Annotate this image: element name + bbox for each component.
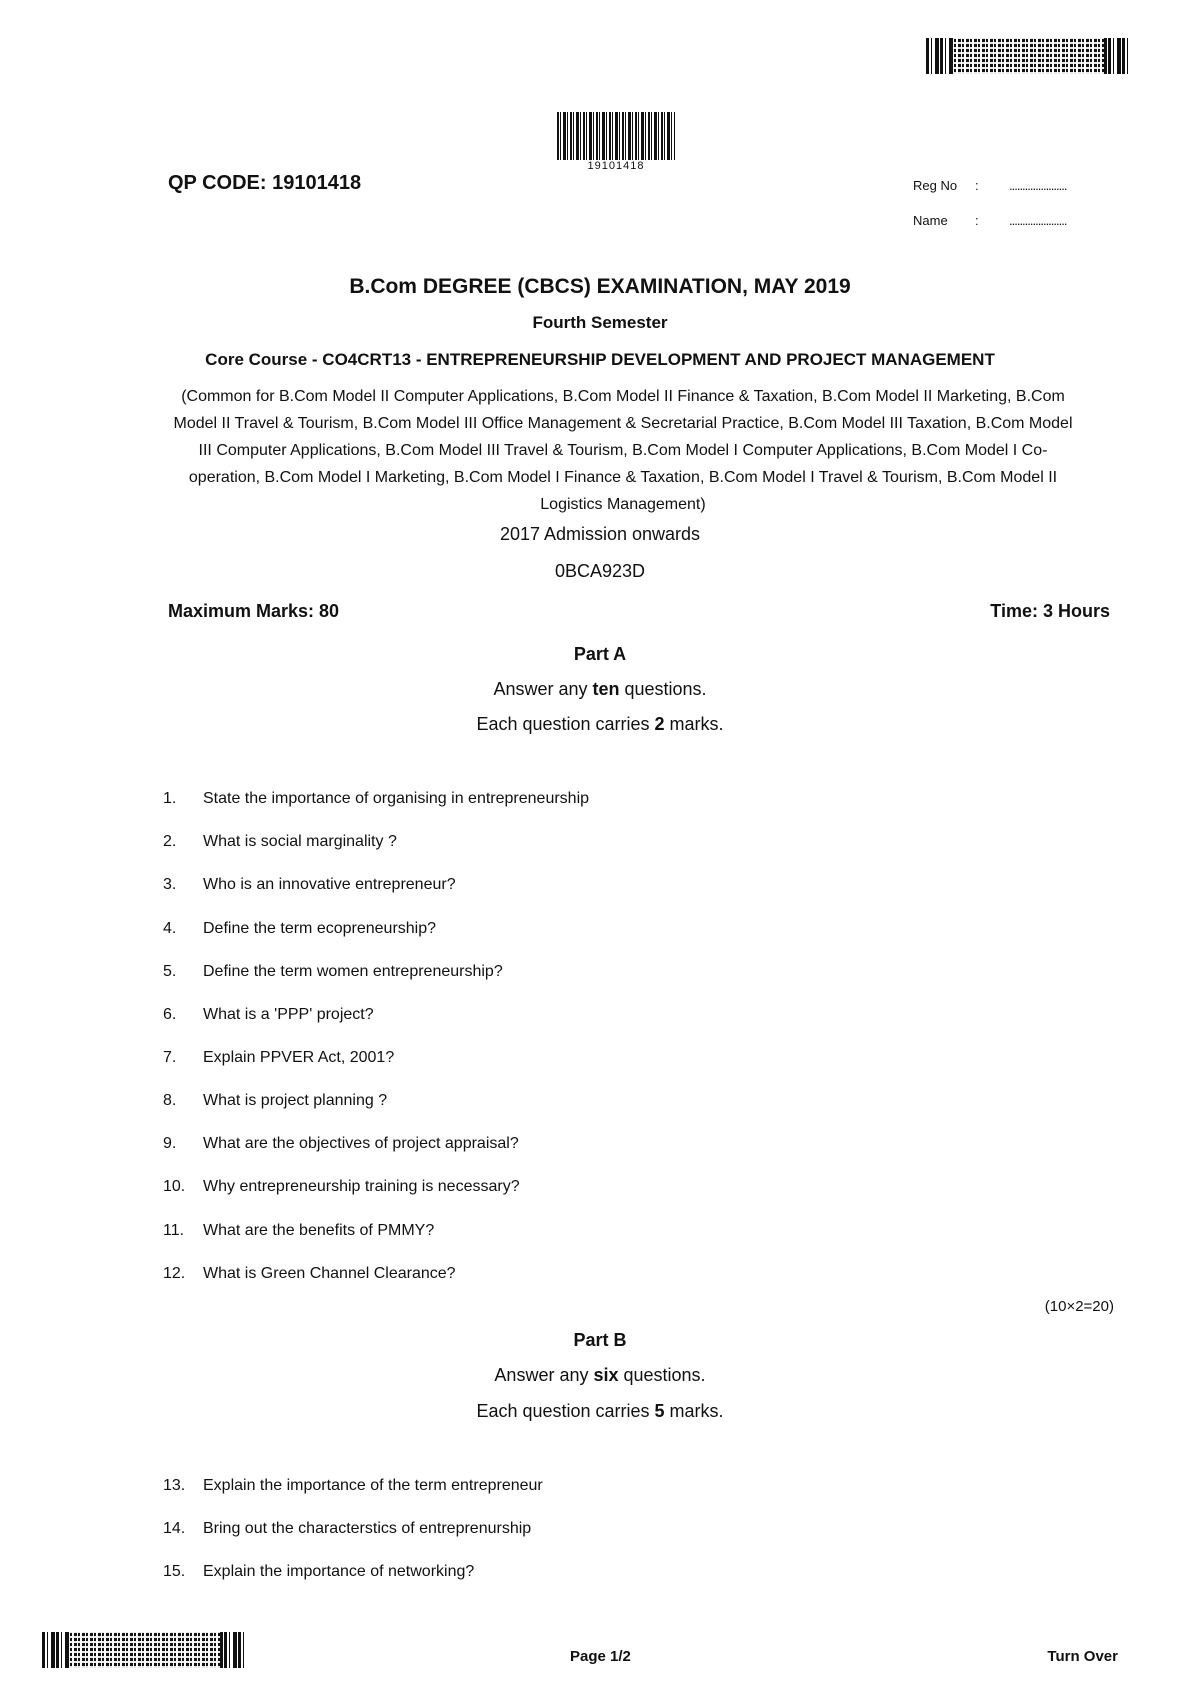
bottom-left-barcode <box>42 1632 246 1668</box>
common-line: Logistics Management) <box>540 496 706 513</box>
semester: Fourth Semester <box>532 313 668 332</box>
question-number: 11. <box>163 1222 185 1239</box>
common-line: Model II Travel & Tourism, B.Com Model III Office Management & Secretarial Practice, B.Com Model III Taxation, B.Com Model <box>173 415 1073 432</box>
question-text: What is a 'PPP' project? <box>203 1006 374 1023</box>
exam-title: B.Com DEGREE (CBCS) EXAMINATION, MAY 2019 <box>349 275 851 298</box>
question-item <box>163 876 1123 894</box>
barcode-number: 19101418 <box>587 160 645 172</box>
question-number: 3. <box>163 876 177 893</box>
question-number: 12. <box>163 1265 186 1282</box>
part-b-instr2-pre: Each question carries <box>476 1401 655 1421</box>
question-item <box>163 790 1123 808</box>
part-a-instr2-pre: Each question carries <box>476 714 655 734</box>
part-b-instruction-2 <box>0 1401 1200 1422</box>
question-item <box>163 1049 1123 1067</box>
paper-code: 0BCA923D <box>554 561 646 581</box>
question-text: Bring out the characterstics of entreprenurship <box>203 1520 532 1537</box>
question-item <box>163 963 1123 981</box>
max-marks: Maximum Marks: 80 <box>168 601 340 621</box>
question-text: Define the term women entrepreneurship? <box>203 963 503 980</box>
question-text: Explain the importance of networking? <box>203 1563 475 1580</box>
question-number: 7. <box>163 1049 177 1066</box>
question-number: 4. <box>163 920 177 937</box>
top-right-barcode <box>926 38 1130 74</box>
part-b-instr1-bold: six <box>593 1365 619 1385</box>
question-item <box>163 833 1123 851</box>
question-text: What is Green Channel Clearance? <box>203 1265 456 1282</box>
question-number: 15. <box>163 1563 186 1580</box>
time: Time: 3 Hours <box>990 601 1110 621</box>
common-line: III Computer Applications, B.Com Model III Travel & Tourism, B.Com Model I Computer Applications, B.Com Model I Co- <box>198 442 1048 459</box>
question-item <box>163 1092 1123 1110</box>
question-number: 2. <box>163 833 177 850</box>
part-a-instr1-pre: Answer any <box>493 679 593 699</box>
question-text: What are the benefits of PMMY? <box>203 1222 435 1239</box>
part-b-instr2-post: marks. <box>664 1401 724 1421</box>
question-item <box>163 1222 1123 1240</box>
part-a-title: Part A <box>573 644 627 664</box>
name-row <box>913 213 1113 228</box>
question-number: 13. <box>163 1477 186 1494</box>
question-number: 6. <box>163 1006 177 1023</box>
name-dots: ...................... <box>1009 213 1067 228</box>
question-number: 10. <box>163 1178 186 1195</box>
question-item <box>163 1520 1123 1538</box>
question-item <box>163 920 1123 938</box>
reg-no-row <box>913 178 1113 193</box>
common-line: (Common for B.Com Model II Computer Applications, B.Com Model II Finance & Taxation, B.Com Model II Marketing, B.Com <box>181 388 1065 405</box>
question-text: Explain the importance of the term entrepreneur <box>203 1477 543 1494</box>
part-a-instr1-bold: ten <box>592 679 620 699</box>
part-b-instr2-bold: 5 <box>654 1401 665 1421</box>
question-text: What is social marginality ? <box>203 833 397 850</box>
question-text: What are the objectives of project appraisal? <box>203 1135 519 1152</box>
part-a-instruction-2 <box>0 714 1200 735</box>
question-text: State the importance of organising in entrepreneurship <box>203 790 590 807</box>
common-for-text <box>132 383 1114 518</box>
part-a-instr1-post: questions. <box>619 679 707 699</box>
part-a-instr2-bold: 2 <box>654 714 665 734</box>
question-text: Why entrepreneurship training is necessary? <box>203 1178 520 1195</box>
question-text: Define the term ecopreneurship? <box>203 920 437 937</box>
course-title: Core Course - CO4CRT13 - ENTREPRENEURSHIP DEVELOPMENT AND PROJECT MANAGEMENT <box>205 350 995 369</box>
reg-no-colon: : <box>975 178 979 193</box>
part-b-instr1-post: questions. <box>618 1365 706 1385</box>
question-text: What is project planning ? <box>203 1092 388 1109</box>
question-item <box>163 1265 1123 1283</box>
part-a-instr2-post: marks. <box>664 714 724 734</box>
reg-no-label: Reg No <box>913 178 958 193</box>
reg-no-dots: ...................... <box>1009 178 1067 193</box>
question-text: Who is an innovative entrepreneur? <box>203 876 456 893</box>
question-number: 14. <box>163 1520 186 1537</box>
part-b-title: Part B <box>573 1330 627 1350</box>
center-barcode <box>557 112 675 160</box>
part-a-marks: (10×2=20) <box>1044 1298 1114 1315</box>
part-b-instr1-pre: Answer any <box>494 1365 594 1385</box>
common-line: operation, B.Com Model I Marketing, B.Com Model I Finance & Taxation, B.Com Model I Travel & Tourism, B.Com Model II <box>188 469 1058 486</box>
question-number: 5. <box>163 963 177 980</box>
question-number: 8. <box>163 1092 177 1109</box>
question-item <box>163 1006 1123 1024</box>
part-a-instruction-1 <box>0 679 1200 700</box>
question-number: 1. <box>163 790 177 807</box>
name-label: Name <box>913 213 948 228</box>
question-number: 9. <box>163 1135 177 1152</box>
question-item <box>163 1477 1123 1495</box>
page-number: Page 1/2 <box>570 1648 631 1665</box>
qp-code: QP CODE: 19101418 <box>168 172 362 194</box>
question-item <box>163 1135 1123 1153</box>
question-text: Explain PPVER Act, 2001? <box>203 1049 395 1066</box>
turn-over: Turn Over <box>1047 1648 1118 1665</box>
admission: 2017 Admission onwards <box>499 524 701 544</box>
question-item <box>163 1563 1123 1581</box>
question-item <box>163 1178 1123 1196</box>
name-colon: : <box>975 213 979 228</box>
part-b-instruction-1 <box>0 1365 1200 1386</box>
